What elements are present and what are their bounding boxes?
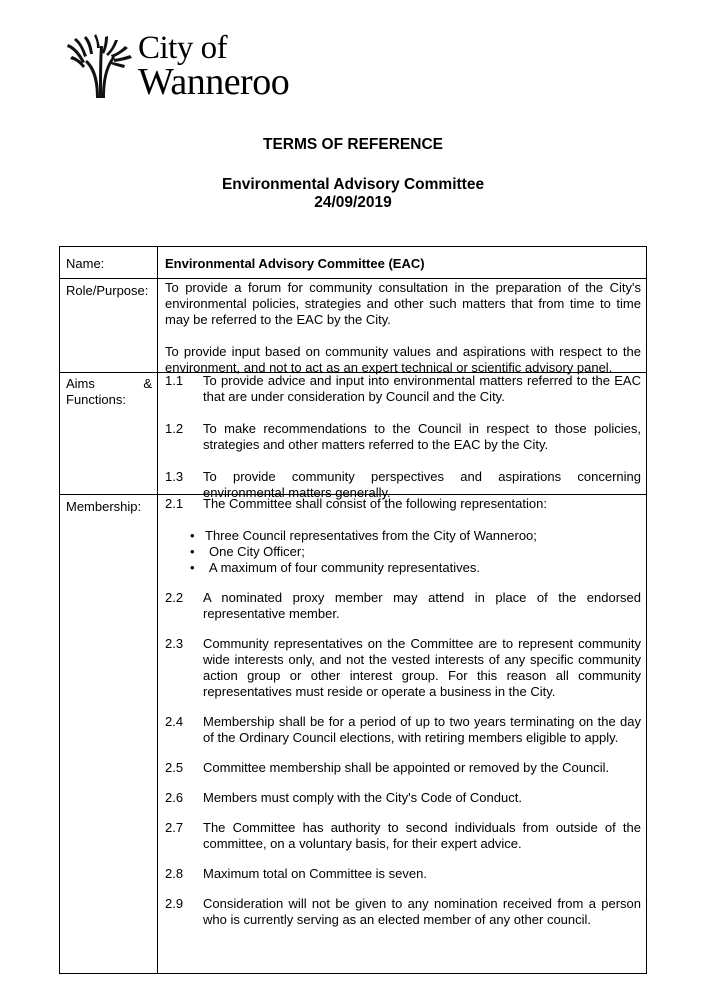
committee-title: Environmental Advisory Committee [221, 176, 485, 193]
item-text: Committee membership shall be appointed or removed by the Council. [203, 760, 610, 775]
item-number: 1.2 [165, 421, 184, 436]
item-text: Community representatives on the Committee are to represent community wide interests only, and not the vested interests of any specific community action group or other interest group. For this reason all community representatives must reside or operate a business in the City. [203, 636, 641, 699]
kangaroo-paw-icon [66, 34, 136, 100]
membership-item [165, 820, 641, 852]
role-paragraph-1: To provide a forum for community consultation in the preparation of the City's environmental policies, strategies and other such matters that from time to time may be referred to the EAC by the City. [165, 280, 641, 327]
item-number: 2.9 [165, 896, 184, 911]
list-item: • One City Officer; [205, 544, 641, 560]
row-membership [60, 494, 646, 973]
row-name [60, 247, 646, 278]
logo-line-wanneroo: Wanneroo [138, 61, 290, 103]
item-number: 1.1 [165, 373, 184, 388]
name-value: Environmental Advisory Committee (EAC) [165, 256, 425, 271]
functions-label-word: Functions: [66, 392, 126, 407]
item-text: Maximum total on Committee is seven. [203, 866, 427, 881]
item-text: The Committee has authority to second individuals from outside of the committee, on a voluntary basis, for their expert advice. [203, 820, 641, 851]
role-paragraph-2: To provide input based on community values and aspirations with respect to the environment, and not to act as an expert technical or scientific advisory panel. [165, 344, 641, 375]
membership-label: Membership: [66, 499, 142, 514]
document-date: 24/09/2019 [314, 194, 392, 211]
item-text: Members must comply with the City's Code of Conduct. [203, 790, 522, 805]
logo-line-city-of: City of [138, 30, 228, 66]
list-item: • A maximum of four community representatives. [205, 560, 641, 576]
aims-label-word: Aims [66, 376, 95, 391]
item-text: A nominated proxy member may attend in place of the endorsed representative member. [203, 590, 641, 621]
name-label: Name: [66, 256, 105, 271]
item-number: 2.5 [165, 760, 184, 775]
membership-item [165, 590, 641, 622]
aims-label-ampersand: & [143, 376, 152, 391]
item-text: The Committee shall consist of the following representation: [203, 496, 547, 511]
aims-value [165, 373, 641, 501]
terms-table [59, 246, 647, 974]
aims-label [66, 376, 152, 408]
aims-item [165, 421, 641, 453]
item-number: 2.6 [165, 790, 184, 805]
membership-item [165, 636, 641, 700]
item-text: To provide community perspectives and aspirations concerning environmental matters generally. [203, 469, 641, 500]
membership-value [165, 496, 641, 928]
role-label: Role/Purpose: [66, 283, 149, 298]
item-number: 2.3 [165, 636, 184, 651]
role-value [165, 280, 641, 376]
row-aims-functions [60, 372, 646, 500]
membership-item [165, 866, 641, 882]
item-text: To provide advice and input into environmental matters referred to the EAC that are under consideration by Council and the City. [203, 373, 641, 404]
item-number: 1.3 [165, 469, 184, 484]
document-title: TERMS OF REFERENCE [263, 136, 443, 153]
item-text: Membership shall be for a period of up to two years terminating on the day of the Ordinary Council elections, with retiring members eligible to apply. [203, 714, 641, 745]
city-logo [66, 32, 326, 104]
item-number: 2.4 [165, 714, 184, 729]
item-number: 2.8 [165, 866, 184, 881]
membership-item [165, 896, 641, 928]
membership-item [165, 760, 641, 776]
membership-item [165, 496, 641, 512]
item-number: 2.7 [165, 820, 184, 835]
membership-item [165, 714, 641, 746]
row-role-purpose [60, 278, 646, 375]
aims-item [165, 373, 641, 405]
item-number: 2.1 [165, 496, 184, 511]
list-item: • Three Council representatives from the City of Wanneroo; [205, 528, 641, 544]
representation-list [165, 528, 641, 576]
membership-item [165, 790, 641, 806]
item-number: 2.2 [165, 590, 184, 605]
item-text: Consideration will not be given to any nomination received from a person who is currently serving as an elected member of any other council. [203, 896, 641, 927]
item-text: To make recommendations to the Council in respect to those policies, strategies and other matters referred to the EAC by the City. [203, 421, 641, 452]
